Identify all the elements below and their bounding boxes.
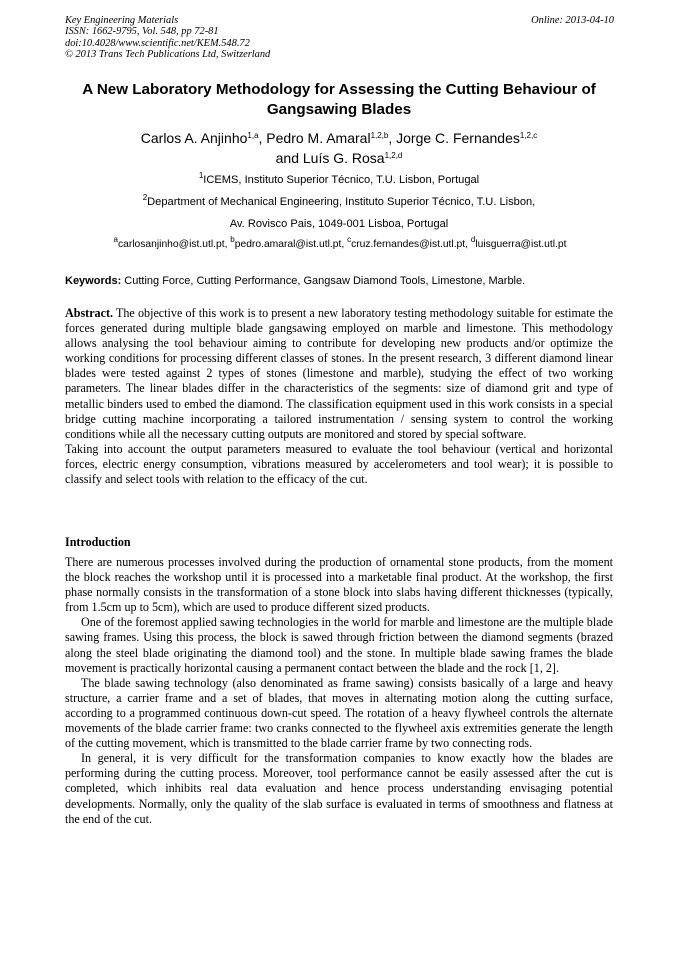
email-list [60, 235, 620, 252]
online-date: Online: 2013-04-10 [531, 15, 614, 26]
email-sup: c [347, 235, 352, 244]
keywords-label: Keywords: [65, 275, 122, 287]
email-sup: d [470, 235, 476, 244]
keywords [65, 274, 625, 288]
author-separator: , [388, 130, 397, 146]
email-link[interactable]: pedro.amaral@ist.utl.pt [234, 239, 342, 250]
intro-paragraph: There are numerous processes involved during the production of ornamental stone products, from the moment the block reaches the workshop until it is processed into a marketable final product. At the workshop, the first phase normally consists in the transformation of a stone block into slabs having different thicknesses (typically, from 1.5cm up to 5cm), which are used to produce different sized products. [65, 555, 613, 615]
journal-name: Key Engineering Materials [65, 15, 179, 26]
journal-header [65, 15, 485, 60]
affiliation-text: Av. Rovisco Pais, 1049-001 Lisboa, Portugal [229, 218, 449, 230]
author-list [60, 128, 618, 168]
copyright-line: © 2013 Trans Tech Publications Ltd, Switzerland [65, 48, 271, 60]
author-name: Carlos A. Anjinho [140, 130, 248, 146]
email-link[interactable]: cruz.fernandes@ist.utl.pt [351, 239, 466, 250]
author-sup: 1,a [247, 131, 259, 140]
section-heading-introduction: Introduction [65, 535, 131, 549]
author-name: Pedro M. Amaral [266, 130, 371, 146]
email-link[interactable]: carlosanjinho@ist.utl.pt [117, 239, 225, 250]
issn-line: ISSN: 1662-9795, Vol. 548, pp 72-81 [65, 26, 219, 38]
abstract [65, 306, 613, 487]
affiliation-sup: 2 [142, 193, 148, 202]
affiliation-address [60, 217, 618, 231]
author-name: Luís G. Rosa [302, 150, 385, 166]
author-sup: 1,2,b [370, 131, 389, 140]
email-link[interactable]: luisguerra@ist.utl.pt [475, 239, 567, 250]
keywords-text: Cutting Force, Cutting Performance, Gangsaw Diamond Tools, Limestone, Marble. [121, 275, 526, 287]
doi-line[interactable]: doi:10.4028/www.scientific.net/KEM.548.72 [65, 37, 250, 49]
email-separator: , [341, 239, 348, 250]
intro-paragraph: The blade sawing technology (also denominated as frame sawing) consists basically of a large and heavy structure, a carrier frame and a set of blades, that moves in alternating motion along the cutting surface, according to a programmed continuous down-cut speed. The rotation of a heavy flywheel controls the alternate movements of the blade carrier frame: two cranks connected to the flywheel axis extremities generate the length of the cutting movement, which is transmitted to the blade carrier frame by two connecting rods. [65, 675, 613, 751]
author-name: Jorge C. Fernandes [396, 130, 520, 146]
intro-paragraph: In general, it is very difficult for the transformation companies to know exactly how the blades are performing during the cutting process. Moreover, tool performance cannot be easily assessed after the cut is completed, which inhibits real data evaluation and hence process understanding envisaging potential developments. Normally, only the quality of the slab surface is evaluated in terms of smoothness and flatness at the end of the cut. [65, 751, 613, 826]
abstract-text: The objective of this work is to present a new laboratory testing methodology suitable for estimate the forces generated during multiple blade gangsawing employed on marble and limestone. This methodology allows analysing the tool behaviour aiming to contribute for developing new products and/or optimize the working conditions for processing different classes of stones. In the present research, 3 different diamond linear blades were tested against 2 types of stones (limestone and marble), studying the effect of two working parameters. The linear blades differ in the characteristics of the segments: size of diamond grit and type of metallic binders used to embed the diamond. The classification equipment used in this work consists in a special bridge cutting machine incorporating a tailored instrumentation / sensing system to control the working conditions while all the necessary cutting outputs are monitored and stored by special software. [65, 306, 613, 441]
author-sup: 1,2,c [519, 131, 538, 140]
abstract-paragraph [65, 306, 613, 442]
email-sup: a [113, 235, 118, 244]
affiliation-sup: 1 [198, 171, 204, 180]
email-separator: , [465, 239, 471, 250]
paper-title: A New Laboratory Methodology for Assessing the Cutting Behaviour of Gangsawing Blades [82, 81, 596, 118]
email-separator: , [224, 239, 231, 250]
affiliation-text: Department of Mechanical Engineering, Instituto Superior Técnico, T.U. Lisbon, [147, 196, 536, 208]
author-separator: and [275, 150, 303, 166]
abstract-paragraph: Taking into account the output parameters measured to evaluate the tool behaviour (vertical and horizontal forces, electric energy consumption, vibrations measured by accelerometers and tool wear); it is possible to classify and select tools with relation to the efficacy of the cut. [65, 441, 613, 487]
introduction-body [65, 555, 613, 827]
author-sup: 1,2,d [384, 151, 403, 160]
affiliation-1 [60, 173, 618, 187]
affiliation-2 [60, 195, 618, 209]
affiliation-text: ICEMS, Instituto Superior Técnico, T.U. Lisbon, Portugal [203, 174, 480, 186]
abstract-label: Abstract. [65, 306, 114, 320]
email-sup: b [230, 235, 235, 244]
intro-paragraph: One of the foremost applied sawing technologies in the world for marble and limestone are the multiple blade sawing frames. Using this process, the block is sawed through friction between the diamond segments (brazed along the steel blade originating the diamond tool) and the stone. In multiple blade sawing frames the blade movement is practically horizontal causing a permanent contact between the blade and the rock [1, 2]. [65, 615, 613, 675]
author-separator: , [258, 130, 267, 146]
